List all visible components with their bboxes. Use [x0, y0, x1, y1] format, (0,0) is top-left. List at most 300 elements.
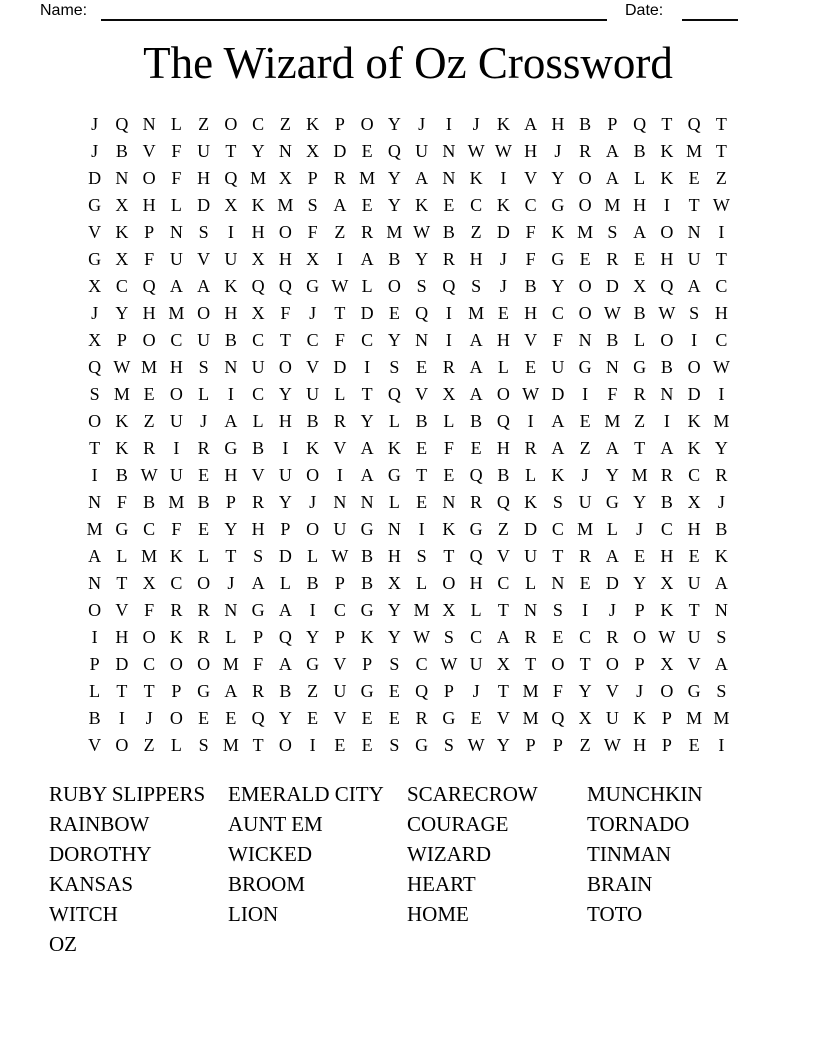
grid-letter: K	[115, 222, 129, 242]
grid-letter: F	[334, 330, 345, 350]
grid-letter: Y	[224, 519, 238, 539]
grid-letter: B	[388, 249, 401, 269]
grid-letter: F	[307, 222, 318, 242]
grid-letter: O	[660, 681, 674, 701]
grid-letter: K	[551, 465, 565, 485]
grid-letter: N	[224, 357, 238, 377]
grid-letter: U	[197, 141, 211, 161]
grid-letter: X	[115, 195, 129, 215]
grid-letter: R	[361, 222, 374, 242]
grid-letter: O	[115, 735, 129, 755]
grid-letter: C	[415, 654, 428, 674]
grid-letter: J	[145, 708, 153, 728]
grid-letter: T	[688, 195, 700, 215]
grid-letter: I	[718, 735, 725, 755]
grid-letter: K	[687, 411, 701, 431]
grid-letter: L	[225, 627, 237, 647]
grid-letter: R	[606, 249, 619, 269]
grid-letter: G	[551, 249, 565, 269]
grid-letter: H	[687, 519, 701, 539]
grid-letter: G	[687, 681, 701, 701]
grid-letter: T	[225, 546, 237, 566]
grid-letter: K	[469, 168, 483, 188]
grid-letter: G	[224, 438, 238, 458]
word-item: HOME	[407, 901, 469, 926]
grid-letter: A	[496, 627, 510, 647]
grid-letter: K	[169, 627, 183, 647]
grid-letter: Z	[143, 735, 155, 755]
grid-letter: Z	[715, 168, 727, 188]
grid-letter: F	[280, 303, 291, 323]
grid-letter: E	[388, 303, 400, 323]
word-item: COURAGE	[407, 811, 509, 836]
grid-letter: T	[715, 114, 727, 134]
grid-letter: P	[634, 654, 645, 674]
grid-letter: C	[115, 276, 128, 296]
grid-letter: H	[633, 735, 647, 755]
grid-letter: C	[551, 519, 564, 539]
grid-letter: C	[333, 600, 346, 620]
grid-letter: C	[524, 195, 537, 215]
grid-letter: T	[497, 681, 509, 701]
grid-letter: E	[416, 492, 428, 512]
grid-letter: Z	[470, 222, 482, 242]
grid-letter: O	[660, 330, 674, 350]
grid-letter: T	[715, 141, 727, 161]
grid-letter: W	[522, 384, 540, 404]
grid-letter: R	[660, 465, 673, 485]
grid-letter: R	[252, 681, 265, 701]
grid-letter: K	[442, 519, 456, 539]
grid-letter: A	[169, 276, 183, 296]
grid-letter: A	[687, 276, 701, 296]
grid-letter: U	[224, 249, 238, 269]
word-item: RUBY SLIPPERS	[49, 782, 206, 806]
grid-letter: L	[170, 195, 182, 215]
grid-letter: T	[416, 465, 428, 485]
grid-letter: I	[663, 195, 670, 215]
grid-letter: Y	[251, 141, 265, 161]
grid-letter: L	[252, 411, 264, 431]
grid-letter: B	[88, 708, 101, 728]
grid-letter: V	[496, 546, 510, 566]
grid-letter: C	[252, 384, 265, 404]
grid-letter: O	[496, 384, 510, 404]
grid-letter: R	[197, 600, 210, 620]
grid-letter: L	[497, 357, 509, 377]
grid-letter: V	[142, 141, 156, 161]
grid-letter: P	[144, 222, 155, 242]
grid-letter: E	[225, 708, 237, 728]
grid-letter: V	[115, 600, 129, 620]
grid-letter: N	[142, 114, 156, 134]
grid-letter: X	[251, 249, 265, 269]
grid-letter: A	[278, 600, 292, 620]
grid-letter: L	[170, 735, 182, 755]
grid-letter: G	[88, 195, 102, 215]
grid-letter: C	[579, 627, 592, 647]
grid-letter: P	[552, 735, 563, 755]
grid-letter: P	[307, 168, 318, 188]
grid-letter: A	[551, 411, 565, 431]
grid-letter: B	[306, 573, 319, 593]
grid-letter: L	[525, 465, 537, 485]
grid-letter: U	[605, 708, 619, 728]
grid-letter: R	[633, 384, 646, 404]
grid-letter: Y	[306, 627, 320, 647]
grid-letter: A	[469, 357, 483, 377]
grid-letter: R	[197, 438, 210, 458]
grid-letter: E	[579, 249, 591, 269]
grid-letter: E	[470, 708, 482, 728]
grid-letter: I	[582, 384, 589, 404]
grid-letter: Z	[634, 411, 646, 431]
grid-letter: L	[198, 546, 210, 566]
grid-letter: T	[525, 654, 537, 674]
grid-letter: E	[361, 195, 373, 215]
grid-letter: W	[712, 357, 730, 377]
grid-letter: C	[660, 519, 673, 539]
grid-letter: Q	[142, 276, 156, 296]
grid-letter: N	[360, 492, 374, 512]
grid-letter: D	[687, 384, 701, 404]
grid-letter: B	[579, 114, 592, 134]
grid-letter: I	[445, 114, 452, 134]
grid-letter: Q	[469, 465, 483, 485]
grid-letter: L	[634, 330, 646, 350]
grid-letter: A	[333, 195, 347, 215]
grid-letter: K	[415, 195, 429, 215]
grid-letter: T	[552, 546, 564, 566]
grid-letter: K	[360, 627, 374, 647]
grid-letter: K	[496, 114, 510, 134]
grid-letter: F	[171, 519, 182, 539]
grid-letter: M	[686, 708, 703, 728]
grid-letter: K	[660, 168, 674, 188]
grid-letter: T	[688, 600, 700, 620]
grid-letter: G	[306, 276, 320, 296]
grid-letter: B	[606, 330, 619, 350]
grid-letter: Y	[387, 114, 401, 134]
grid-letter: A	[469, 384, 483, 404]
grid-letter: S	[716, 681, 727, 701]
grid-letter: Y	[633, 573, 647, 593]
grid-letter: Q	[251, 276, 265, 296]
grid-letter: O	[360, 114, 374, 134]
word-item: TORNADO	[587, 811, 690, 836]
grid-letter: A	[605, 546, 619, 566]
grid-letter: J	[227, 573, 235, 593]
grid-letter: P	[280, 519, 291, 539]
grid-letter: N	[115, 168, 129, 188]
grid-letter: O	[169, 708, 183, 728]
grid-letter: S	[416, 276, 427, 296]
grid-letter: H	[251, 222, 265, 242]
grid-letter: D	[496, 222, 510, 242]
grid-letter: Q	[442, 276, 456, 296]
grid-letter: W	[413, 222, 431, 242]
grid-letter: M	[222, 735, 239, 755]
grid-letter: I	[418, 519, 425, 539]
grid-letter: U	[687, 573, 701, 593]
grid-letter: Z	[198, 114, 210, 134]
grid-letter: I	[582, 600, 589, 620]
grid-letter: E	[579, 411, 591, 431]
grid-letter: B	[470, 411, 483, 431]
grid-letter: G	[442, 708, 456, 728]
grid-letter: E	[552, 627, 564, 647]
grid-letter: I	[527, 411, 534, 431]
grid-letter: G	[578, 357, 592, 377]
grid-letter: A	[278, 654, 292, 674]
grid-letter: H	[224, 303, 238, 323]
grid-letter: M	[522, 708, 539, 728]
grid-letter: Y	[551, 276, 565, 296]
grid-letter: R	[252, 492, 265, 512]
grid-letter: W	[331, 546, 349, 566]
word-item: WICKED	[228, 841, 312, 866]
grid-letter: W	[494, 141, 512, 161]
grid-letter: Q	[88, 357, 102, 377]
grid-letter: X	[496, 654, 510, 674]
grid-letter: E	[307, 708, 319, 728]
grid-letter: O	[197, 573, 211, 593]
grid-letter: N	[714, 600, 728, 620]
grid-letter: A	[714, 573, 728, 593]
grid-letter: J	[717, 492, 725, 512]
grid-letter: O	[142, 627, 156, 647]
grid-letter: C	[551, 303, 564, 323]
grid-letter: N	[88, 573, 102, 593]
grid-letter: I	[91, 627, 98, 647]
grid-letter: M	[686, 141, 703, 161]
grid-letter: V	[333, 438, 347, 458]
grid-letter: D	[551, 384, 565, 404]
grid-letter: B	[279, 681, 292, 701]
grid-letter: I	[309, 600, 316, 620]
grid-letter: L	[525, 573, 537, 593]
grid-letter: R	[442, 357, 455, 377]
grid-letter: G	[88, 249, 102, 269]
grid-letter: B	[252, 438, 265, 458]
grid-letter: O	[88, 411, 102, 431]
grid-letter: J	[499, 276, 507, 296]
grid-letter: Y	[387, 330, 401, 350]
grid-letter: Y	[415, 249, 429, 269]
grid-letter: M	[631, 465, 648, 485]
grid-letter: J	[554, 141, 562, 161]
grid-letter: Y	[578, 681, 592, 701]
grid-letter: E	[143, 384, 155, 404]
grid-letter: B	[660, 492, 673, 512]
grid-letter: G	[415, 735, 429, 755]
grid-letter: X	[578, 708, 592, 728]
grid-letter: D	[278, 546, 292, 566]
grid-letter: B	[197, 492, 210, 512]
grid-letter: H	[660, 249, 674, 269]
grid-letter: E	[525, 357, 537, 377]
grid-letter: L	[361, 276, 373, 296]
grid-letter: Z	[143, 411, 155, 431]
grid-letter: X	[633, 276, 647, 296]
grid-letter: F	[552, 330, 563, 350]
grid-letter: T	[279, 330, 291, 350]
grid-letter: H	[224, 465, 238, 485]
grid-letter: M	[713, 411, 730, 431]
grid-letter: M	[468, 303, 485, 323]
grid-letter: T	[334, 303, 346, 323]
grid-letter: A	[633, 222, 647, 242]
grid-letter: A	[524, 114, 538, 134]
grid-letter: N	[333, 492, 347, 512]
grid-letter: W	[467, 735, 485, 755]
grid-letter: X	[251, 303, 265, 323]
grid-letter: O	[142, 330, 156, 350]
grid-letter: F	[171, 141, 182, 161]
grid-letter: T	[225, 141, 237, 161]
grid-letter: S	[89, 384, 100, 404]
grid-letter: R	[442, 249, 455, 269]
grid-letter: N	[605, 357, 619, 377]
grid-letter: B	[306, 411, 319, 431]
grid-letter: E	[198, 708, 210, 728]
grid-letter: M	[168, 492, 185, 512]
grid-letter: I	[282, 438, 289, 458]
grid-letter: R	[415, 708, 428, 728]
grid-letter: J	[200, 411, 208, 431]
grid-letter: V	[415, 384, 429, 404]
grid-letter: U	[524, 546, 538, 566]
grid-letter: C	[470, 195, 483, 215]
grid-letter: L	[416, 573, 428, 593]
grid-letter: K	[660, 600, 674, 620]
grid-letter: F	[443, 438, 454, 458]
grid-letter: R	[579, 141, 592, 161]
grid-letter: J	[581, 465, 589, 485]
grid-letter: S	[198, 735, 209, 755]
grid-letter: X	[224, 195, 238, 215]
grid-letter: Y	[360, 411, 374, 431]
grid-letter: D	[115, 654, 129, 674]
grid-letter: C	[361, 330, 374, 350]
grid-letter: W	[140, 465, 158, 485]
grid-letter: X	[660, 654, 674, 674]
word-item: TINMAN	[587, 841, 671, 866]
grid-letter: N	[387, 519, 401, 539]
grid-letter: S	[198, 222, 209, 242]
word-item: LION	[228, 901, 279, 926]
grid-letter: B	[224, 330, 237, 350]
grid-letter: B	[361, 546, 374, 566]
grid-letter: Y	[496, 735, 510, 755]
grid-letter: G	[605, 492, 619, 512]
grid-letter: O	[169, 654, 183, 674]
grid-letter: G	[197, 681, 211, 701]
grid-letter: J	[418, 114, 426, 134]
grid-letter: O	[551, 654, 565, 674]
grid-letter: M	[386, 222, 403, 242]
grid-letter: Q	[496, 411, 510, 431]
grid-letter: B	[633, 141, 646, 161]
grid-letter: S	[552, 492, 563, 512]
grid-letter: N	[551, 573, 565, 593]
grid-letter: X	[442, 384, 456, 404]
grid-letter: H	[278, 249, 292, 269]
grid-letter: V	[687, 654, 701, 674]
grid-letter: T	[661, 114, 673, 134]
grid-letter: Z	[334, 222, 346, 242]
grid-letter: R	[333, 168, 346, 188]
grid-letter: W	[467, 141, 485, 161]
grid-letter: E	[470, 438, 482, 458]
grid-letter: X	[442, 600, 456, 620]
word-item: HEART	[407, 871, 476, 896]
grid-letter: E	[198, 519, 210, 539]
grid-letter: L	[89, 681, 101, 701]
grid-letter: P	[443, 681, 454, 701]
grid-letter: V	[333, 654, 347, 674]
grid-letter: O	[278, 222, 292, 242]
grid-letter: G	[115, 519, 129, 539]
grid-letter: A	[469, 330, 483, 350]
grid-letter: D	[360, 303, 374, 323]
grid-letter: K	[687, 438, 701, 458]
grid-letter: Q	[633, 114, 647, 134]
grid-letter: A	[605, 141, 619, 161]
grid-letter: D	[605, 276, 619, 296]
grid-letter: P	[607, 114, 618, 134]
grid-letter: Z	[579, 438, 591, 458]
grid-letter: G	[360, 519, 374, 539]
grid-letter: P	[334, 114, 345, 134]
grid-letter: O	[633, 627, 647, 647]
grid-letter: E	[497, 303, 509, 323]
word-item: WITCH	[49, 901, 118, 926]
grid-letter: B	[115, 141, 128, 161]
grid-letter: T	[579, 654, 591, 674]
word-item: OZ	[49, 931, 77, 956]
grid-letter: U	[278, 465, 292, 485]
grid-letter: A	[415, 168, 429, 188]
grid-letter: Q	[224, 168, 238, 188]
grid-letter: H	[251, 519, 265, 539]
grid-letter: S	[416, 546, 427, 566]
grid-letter: R	[524, 438, 537, 458]
grid-letter: S	[607, 222, 618, 242]
grid-letter: I	[445, 330, 452, 350]
grid-letter: I	[336, 249, 343, 269]
grid-letter: D	[524, 519, 538, 539]
grid-letter: M	[222, 654, 239, 674]
grid-letter: K	[224, 276, 238, 296]
grid-letter: W	[113, 357, 131, 377]
grid-letter: Z	[579, 735, 591, 755]
grid-letter: E	[198, 465, 210, 485]
grid-letter: H	[524, 141, 538, 161]
grid-letter: K	[115, 438, 129, 458]
grid-letter: P	[89, 654, 100, 674]
grid-letter: Z	[279, 114, 291, 134]
word-item: RAINBOW	[49, 811, 150, 836]
grid-letter: H	[469, 573, 483, 593]
grid-letter: U	[578, 492, 592, 512]
grid-letter: O	[660, 222, 674, 242]
grid-letter: L	[634, 168, 646, 188]
grid-letter: B	[415, 411, 428, 431]
grid-letter: P	[171, 681, 182, 701]
grid-letter: P	[661, 735, 672, 755]
grid-letter: R	[606, 627, 619, 647]
